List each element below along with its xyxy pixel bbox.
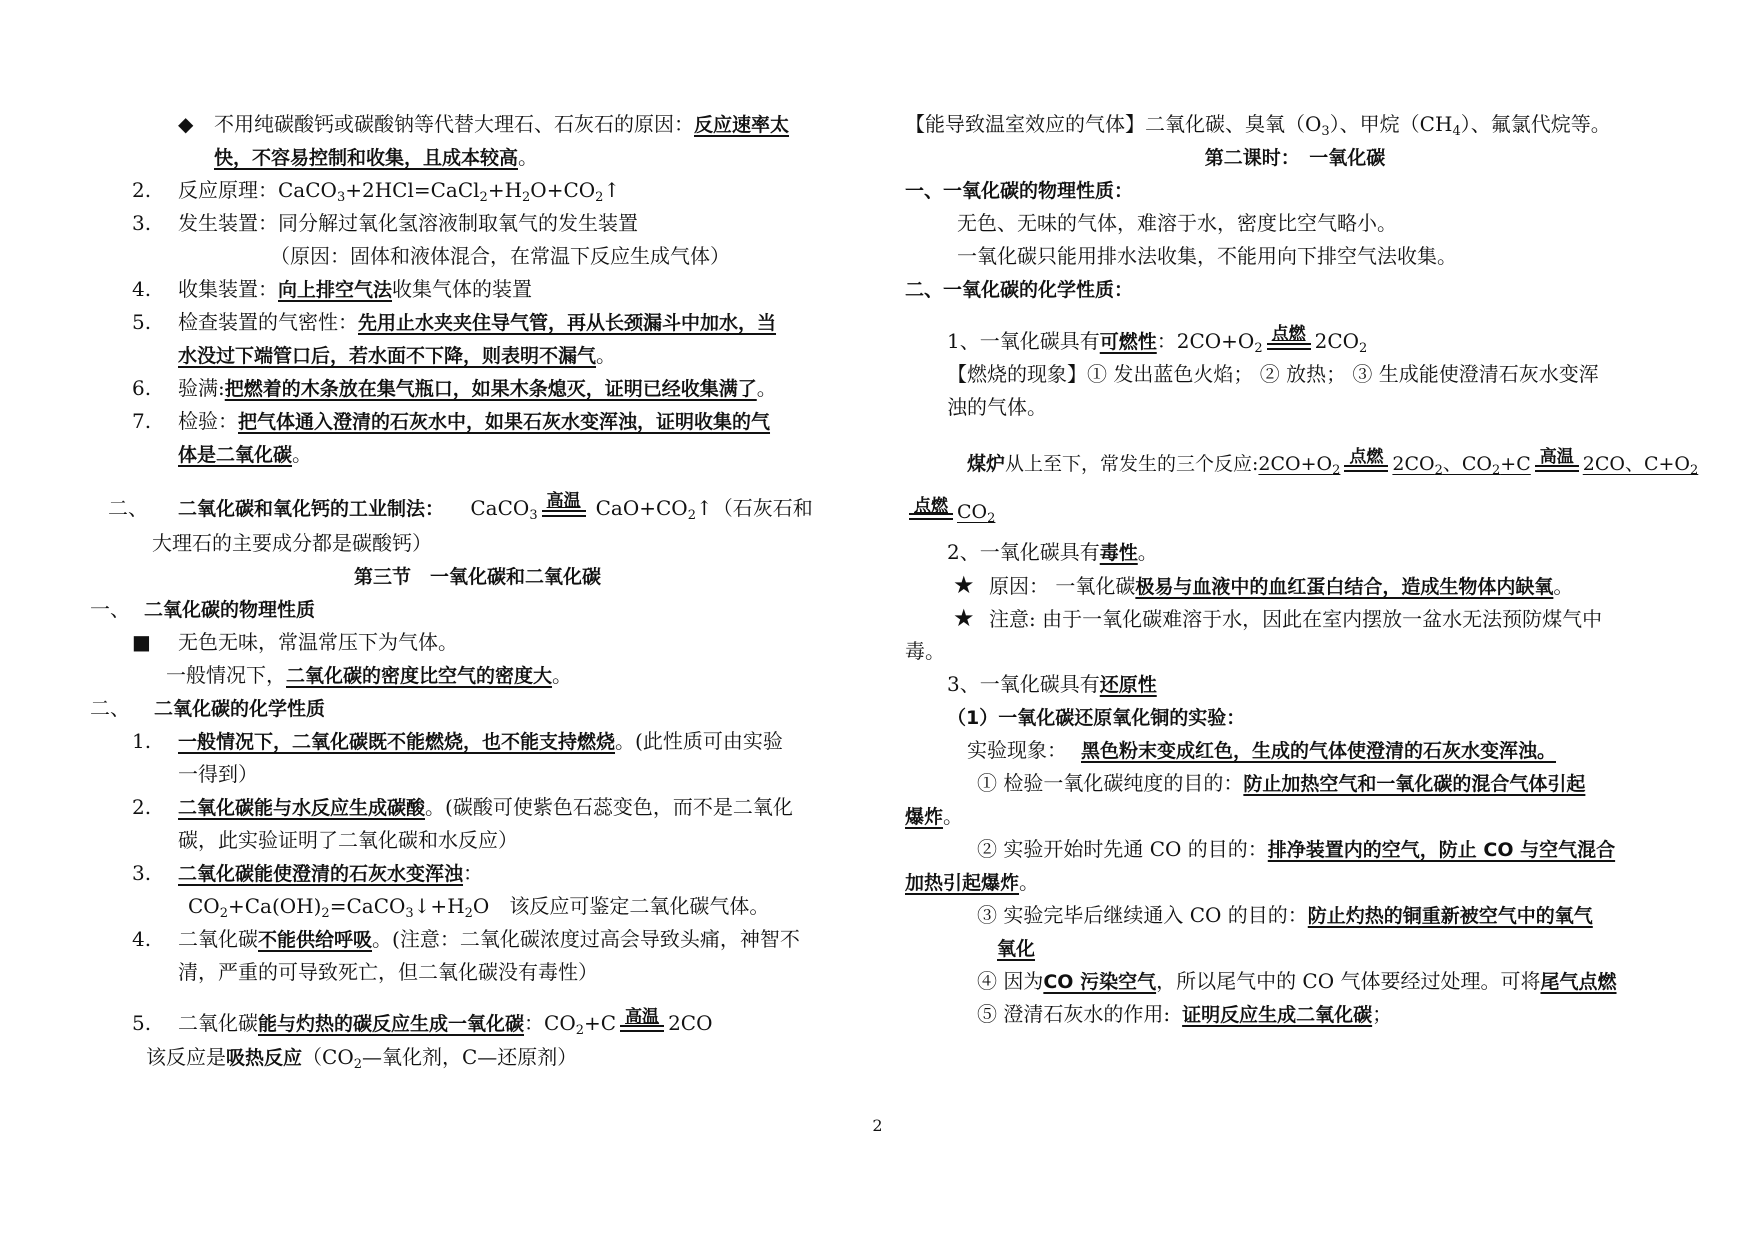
section-2-cont: 大理石的主要成分都是碳酸钙）	[152, 531, 432, 555]
co2-chem-5: 5. 二氧化碳能与灼热的碳反应生成一氧化碳：$CO_2+C$ 高温 2CO	[132, 1007, 713, 1038]
right-column: 【能导致温室效应的气体】二氧化碳、臭氧$(O_3)$、甲烷$(CH_4)$、氟氯代烷等。 第二课时： 一氧化碳 一、一氧化碳的物理性质： 无色、无味的气体，难溶于水，密度比空气略小。 一氧化碳只能用排水法收集，不能用向下排空气法收集。 二、一氧化碳的化学性质： 1、一氧化碳具有可燃性：$2CO+O_2$ 点燃 $2CO_2$ 【燃烧的现象】① 发出蓝色火焰； ② 放热； ③ 生成能使澄清石灰水变浑 浊的气体。 煤炉从上至下，常发生的三个反应$:2CO+O_2$ 点燃 $2CO_2$、$CO_2+C$ 高温 2CO、$C+O_2$ 点燃 $CO_2$ 2、一氧化碳具有毒性。 ★ 原因： 一氧化碳极易与血液中的血红蛋白结合，造成生物体内缺氧。 ★ 注意: 由于一氧化碳难溶于水，因此在室内摆放一盆水无法预防煤气中 毒。 3、一氧化碳具有还原性 （1）一氧化碳还原氧化铜的实验： 实验现象： 黑色粉末变成红色，生成的气体使澄清的石灰水变浑浊。 ① 检验一氧化碳纯度的目的：防止加热空气和一氧化碳的混合气体引起 爆炸。 ② 实验开始时先通 CO 的目的：排净装置内的空气，防止 CO 与空气混合 加热引起爆炸。 ③ 实验完毕后继续通入 CO 的目的：防止灼热的铜重新被空气中的氧气 氧化 ④ 因为CO 污染空气，所以尾气中的 CO 气体要经过处理。可将尾气点燃 ⑤ 澄清石灰水的作用: 证明反应生成二氧化碳；	[905, 108, 1685, 1031]
burn-phenomenon: 【燃烧的现象】① 发出蓝色火焰； ② 放热； ③ 生成能使澄清石灰水变浑	[947, 362, 1599, 386]
co2-limewater-equation: $CO_2+Ca(OH)_2=CaCO_3↓+H_2O$ 该反应可鉴定二氧化碳气体。	[188, 894, 770, 921]
co2-chem-1: 1. 一般情况下，二氧化碳既不能燃烧，也不能支持燃烧。(此性质可由实验	[132, 729, 783, 753]
star-icon: ★	[953, 604, 975, 632]
question-4: ④ 因为CO 污染空气，所以尾气中的 CO 气体要经过处理。可将尾气点燃	[977, 969, 1617, 993]
ignite-condition: 点燃	[907, 505, 955, 520]
bullet-line: ◆ 不用纯碳酸钙或碳酸钠等代替大理石、石灰石的原因：反应速率太	[90, 108, 865, 141]
star-note: ★ 注意: 由于一氧化碳难溶于水，因此在室内摆放一盆水无法预防煤气中	[905, 602, 1685, 635]
page-number: 2	[872, 1116, 883, 1135]
square-bullet-icon: ■	[132, 630, 151, 654]
item-3: 3. 发生装置：同分解过氧化氢溶液制取氧气的发生装置	[132, 211, 638, 235]
section-3-title: 第三节 一氧化碳和二氧化碳	[353, 566, 601, 588]
item-4: 4. 收集装置：向上排空气法收集气体的装置	[132, 277, 533, 301]
stove-reactions-cont: 点燃 $CO_2$	[905, 482, 1685, 526]
question-2: ② 实验开始时先通 CO 的目的：排净装置内的空气，防止 CO 与空气混合	[977, 837, 1616, 861]
item-6: 6. 验满:把燃着的木条放在集气瓶口，如果木条熄灭，证明已经收集满了。	[132, 376, 777, 400]
item-3-note: （原因：固体和液体混合，在常温下反应生成气体）	[270, 244, 730, 268]
ignite-condition: 点燃	[1342, 457, 1390, 472]
high-temp-condition: 高温	[1533, 457, 1581, 472]
co-toxic: 2、一氧化碳具有毒性。	[947, 540, 1158, 564]
diamond-bullet-icon: ◆	[178, 112, 194, 136]
high-temp-condition: 高温	[618, 1017, 666, 1032]
question-3: ③ 实验完毕后继续通入 CO 的目的：防止灼热的铜重新被空气中的氧气	[977, 903, 1593, 927]
co2-physical-1: ■ 无色无味，常温常压下为气体。	[90, 626, 865, 659]
co-flammable: 1、一氧化碳具有可燃性：$2CO+O_2$ 点燃 $2CO_2$	[947, 324, 1368, 356]
star-reason: ★ 原因： 一氧化碳极易与血液中的血红蛋白结合，造成生物体内缺氧。	[905, 569, 1685, 602]
lesson-2-title: 第二课时： 一氧化碳	[1204, 147, 1386, 169]
ignite-condition: 点燃	[1265, 335, 1313, 350]
heading-co2-chemical: 二、 二氧化碳的化学性质	[90, 696, 326, 720]
left-column: ◆ 不用纯碳酸钙或碳酸钠等代替大理石、石灰石的原因：反应速率太 快，不容易控制和收集，且成本较高。 2. 反应原理：$CaCO_3+2HCl=CaCl_2+H_2O+CO_2↑$ 3. 发生装置：同分解过氧化氢溶液制取氧气的发生装置 （原因：固体和液体混合，在常温下反应生成气体） 4. 收集装置：向上排空气法收集气体的装置 5. 检查装置的气密性：先用止水夹夹住导气管，再从长颈漏斗中加水，当 水没过下端管口后，若水面不下降，则表明不漏气。 6. 验满:把燃着的木条放在集气瓶口，如果木条熄灭，证明已经收集满了。 7. 检验：把气体通入澄清的石灰水中，如果石灰水变浑浊，证明收集的气 体是二氧化碳。 二、 二氧化碳和氧化钙的工业制法： CaCO$_3$ 高温 $CaO+CO_2↑$（石灰石和 大理石的主要成分都是碳酸钙） 第三节 一氧化碳和二氧化碳 一、 二氧化碳的物理性质 ■ 无色无味，常温常压下为气体。 一般情况下，二氧化碳的密度比空气的密度大。 二、 二氧化碳的化学性质 1. 一般情况下，二氧化碳既不能燃烧，也不能支持燃烧。(此性质可由实验 一得到） 2. 二氧化碳能与水反应生成碳酸。(碳酸可使紫色石蕊变色，而不是二氧化 碳，此实验证明了二氧化碳和水反应） 3. 二氧化碳能使澄清的石灰水变浑浊： $CO_2+Ca(OH)_2=CaCO_3↓+H_2O$ 该反应可鉴定二氧化碳气体。 4. 二氧化碳不能供给呼吸。(注意：二氧化碳浓度过高会导致头痛，神智不 清，严重的可导致死亡，但二氧化碳没有毒性） 5. 二氧化碳能与灼热的碳反应生成一氧化碳：$CO_2+C$ 高温 2CO 该反应是吸热反应（$CO_2—$氧化剂，C—还原剂）	[90, 108, 865, 1074]
heading-co-physical: 一、一氧化碳的物理性质：	[905, 180, 1134, 202]
item-5-cont: 水没过下端管口后，若水面不下降，则表明不漏气。	[178, 343, 617, 367]
item-2: 2. 反应原理：$CaCO_3+2HCl=CaCl_2+H_2O+CO_2↑$	[132, 178, 621, 205]
question-5: ⑤ 澄清石灰水的作用: 证明反应生成二氧化碳；	[977, 1002, 1393, 1026]
item-7-cont: 体是二氧化碳。	[178, 442, 313, 466]
co2-chem-5-note: 该反应是吸热反应（$CO_2—$氧化剂，C—还原剂）	[146, 1045, 578, 1072]
section-2-heading: 二、 二氧化碳和氧化钙的工业制法： CaCO$_3$ 高温 $CaO+CO_2↑$（石灰石和	[108, 491, 813, 523]
co2-physical-2: 一般情况下，二氧化碳的密度比空气的密度大。	[166, 663, 573, 687]
bullet-line-cont: 快，不容易控制和收集，且成本较高。	[214, 145, 539, 169]
experiment-title: （1）一氧化碳还原氧化铜的实验：	[947, 707, 1246, 729]
question-1: ① 检验一氧化碳纯度的目的：防止加热空气和一氧化碳的混合气体引起	[977, 771, 1586, 795]
greenhouse-gases: 【能导致温室效应的气体】二氧化碳、臭氧$(O_3)$、甲烷$(CH_4)$、氟氯代烷等。	[905, 112, 1611, 139]
item-7: 7. 检验：把气体通入澄清的石灰水中，如果石灰水变浑浊，证明收集的气	[132, 409, 771, 433]
experiment-observation: 实验现象： 黑色粉末变成红色，生成的气体使澄清的石灰水变浑浊。	[967, 738, 1557, 762]
co-reducing: 3、一氧化碳具有还原性	[947, 672, 1157, 696]
high-temp-condition: 高温	[540, 502, 588, 517]
heading-co-chemical: 二、一氧化碳的化学性质：	[905, 279, 1134, 301]
item-5: 5. 检查装置的气密性：先用止水夹夹住导气管，再从长颈漏斗中加水，当	[132, 310, 777, 334]
co2-chem-2: 2. 二氧化碳能与水反应生成碳酸。(碳酸可使紫色石蕊变色，而不是二氧化	[132, 795, 793, 819]
heading-co2-physical: 一、 二氧化碳的物理性质	[90, 597, 316, 621]
star-icon: ★	[953, 571, 975, 599]
co2-chem-4: 4. 二氧化碳不能供给呼吸。(注意：二氧化碳浓度过高会导致头痛，神智不	[132, 927, 800, 951]
stove-reactions: 煤炉从上至下，常发生的三个反应$:2CO+O_2$ 点燃 $2CO_2$、$CO_2+C$ 高温 2CO、$C+O_2$	[967, 447, 1699, 478]
co2-chem-3: 3. 二氧化碳能使澄清的石灰水变浑浊：	[132, 861, 484, 885]
